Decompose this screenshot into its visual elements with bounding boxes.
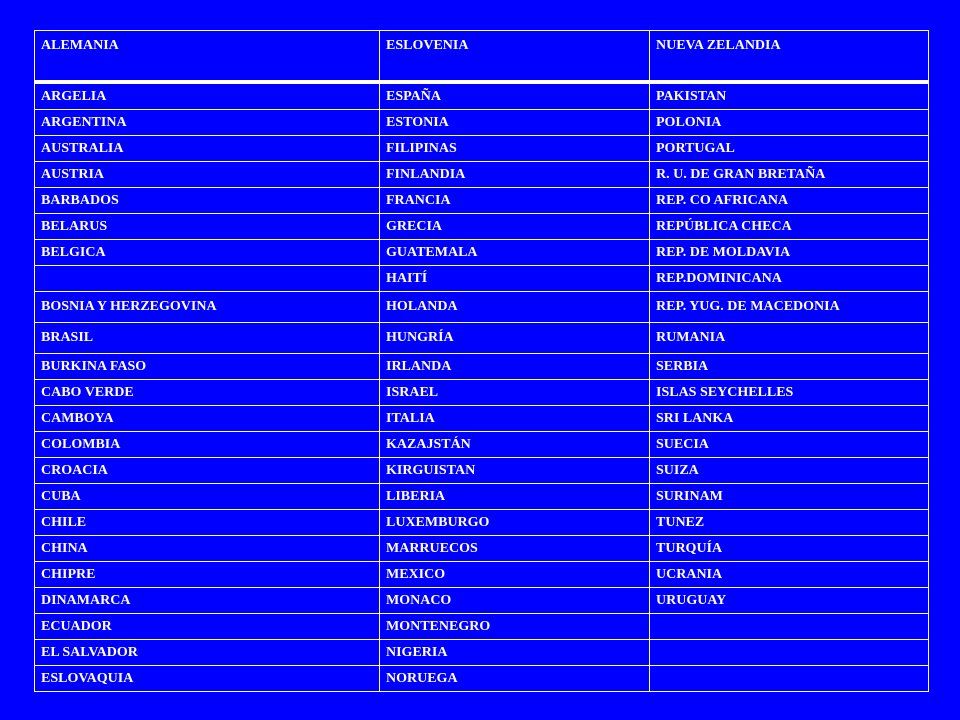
table-cell: REPÚBLICA CHECA	[650, 214, 929, 240]
table-row	[35, 432, 929, 458]
table-cell	[650, 666, 929, 692]
table-cell: HAITÍ	[380, 266, 650, 292]
table-cell: BARBADOS	[35, 188, 380, 214]
table-row	[35, 666, 929, 692]
table-cell: POLONIA	[650, 110, 929, 136]
table-cell: CHILE	[35, 510, 380, 536]
table-cell: ESLOVAQUIA	[35, 666, 380, 692]
table-cell: REP.DOMINICANA	[650, 266, 929, 292]
table-row	[35, 240, 929, 266]
table-cell: REP. YUG. DE MACEDONIA	[650, 292, 929, 323]
table-row	[35, 536, 929, 562]
table-cell: BURKINA FASO	[35, 354, 380, 380]
table-cell: ISLAS SEYCHELLES	[650, 380, 929, 406]
table-row	[35, 110, 929, 136]
table-cell: ISRAEL	[380, 380, 650, 406]
table-cell: CUBA	[35, 484, 380, 510]
table-cell: HOLANDA	[380, 292, 650, 323]
table-cell: CABO VERDE	[35, 380, 380, 406]
table-cell: URUGUAY	[650, 588, 929, 614]
table-row	[35, 292, 929, 323]
table-row	[35, 31, 929, 83]
table-row	[35, 640, 929, 666]
table-cell: PAKISTAN	[650, 82, 929, 110]
country-table	[34, 30, 929, 692]
table-row	[35, 162, 929, 188]
table-cell: NORUEGA	[380, 666, 650, 692]
table-row	[35, 484, 929, 510]
table-row	[35, 136, 929, 162]
table-cell: REP. DE MOLDAVIA	[650, 240, 929, 266]
table-cell: MONACO	[380, 588, 650, 614]
table-cell: MONTENEGRO	[380, 614, 650, 640]
table-cell: FRANCIA	[380, 188, 650, 214]
table-cell: LUXEMBURGO	[380, 510, 650, 536]
table-cell: FILIPINAS	[380, 136, 650, 162]
table-row	[35, 588, 929, 614]
table-row	[35, 82, 929, 110]
table-row	[35, 458, 929, 484]
table-cell: ECUADOR	[35, 614, 380, 640]
table-cell: SUIZA	[650, 458, 929, 484]
table-row	[35, 380, 929, 406]
table-row	[35, 323, 929, 354]
table-cell: UCRANIA	[650, 562, 929, 588]
table-cell: BELARUS	[35, 214, 380, 240]
table-cell: KIRGUISTAN	[380, 458, 650, 484]
table-cell: BRASIL	[35, 323, 380, 354]
table-cell: SERBIA	[650, 354, 929, 380]
table-cell: ESTONIA	[380, 110, 650, 136]
table-cell	[650, 614, 929, 640]
table-cell: LIBERIA	[380, 484, 650, 510]
table-cell: PORTUGAL	[650, 136, 929, 162]
table-cell: SRI LANKA	[650, 406, 929, 432]
table-cell: SUECIA	[650, 432, 929, 458]
table-cell	[650, 640, 929, 666]
table-row	[35, 266, 929, 292]
table-cell: KAZAJSTÁN	[380, 432, 650, 458]
table-cell: AUSTRALIA	[35, 136, 380, 162]
table-cell: FINLANDIA	[380, 162, 650, 188]
table-cell	[35, 266, 380, 292]
table-cell: ARGELIA	[35, 82, 380, 110]
table-cell: GRECIA	[380, 214, 650, 240]
table-cell: BELGICA	[35, 240, 380, 266]
table-cell: R. U. DE GRAN BRETAÑA	[650, 162, 929, 188]
table-cell: AUSTRIA	[35, 162, 380, 188]
table-cell: ARGENTINA	[35, 110, 380, 136]
table-row	[35, 188, 929, 214]
table-cell: CROACIA	[35, 458, 380, 484]
table-cell: RUMANIA	[650, 323, 929, 354]
table-cell: HUNGRÍA	[380, 323, 650, 354]
country-table-body	[35, 31, 929, 692]
table-cell: ESLOVENIA	[380, 31, 650, 83]
table-cell: ESPAÑA	[380, 82, 650, 110]
table-cell: CAMBOYA	[35, 406, 380, 432]
table-cell: SURINAM	[650, 484, 929, 510]
table-cell: GUATEMALA	[380, 240, 650, 266]
table-cell: COLOMBIA	[35, 432, 380, 458]
table-row	[35, 354, 929, 380]
table-cell: MEXICO	[380, 562, 650, 588]
table-cell: NUEVA ZELANDIA	[650, 31, 929, 83]
table-cell: DINAMARCA	[35, 588, 380, 614]
table-cell: ALEMANIA	[35, 31, 380, 83]
table-row	[35, 562, 929, 588]
table-cell: TUNEZ	[650, 510, 929, 536]
table-cell: IRLANDA	[380, 354, 650, 380]
table-cell: TURQUÍA	[650, 536, 929, 562]
table-cell: MARRUECOS	[380, 536, 650, 562]
table-cell: EL SALVADOR	[35, 640, 380, 666]
table-cell: ITALIA	[380, 406, 650, 432]
table-row	[35, 406, 929, 432]
table-row	[35, 614, 929, 640]
table-row	[35, 510, 929, 536]
table-cell: BOSNIA Y HERZEGOVINA	[35, 292, 380, 323]
table-cell: REP. CO AFRICANA	[650, 188, 929, 214]
table-cell: CHINA	[35, 536, 380, 562]
table-cell: CHIPRE	[35, 562, 380, 588]
table-row	[35, 214, 929, 240]
table-cell: NIGERIA	[380, 640, 650, 666]
